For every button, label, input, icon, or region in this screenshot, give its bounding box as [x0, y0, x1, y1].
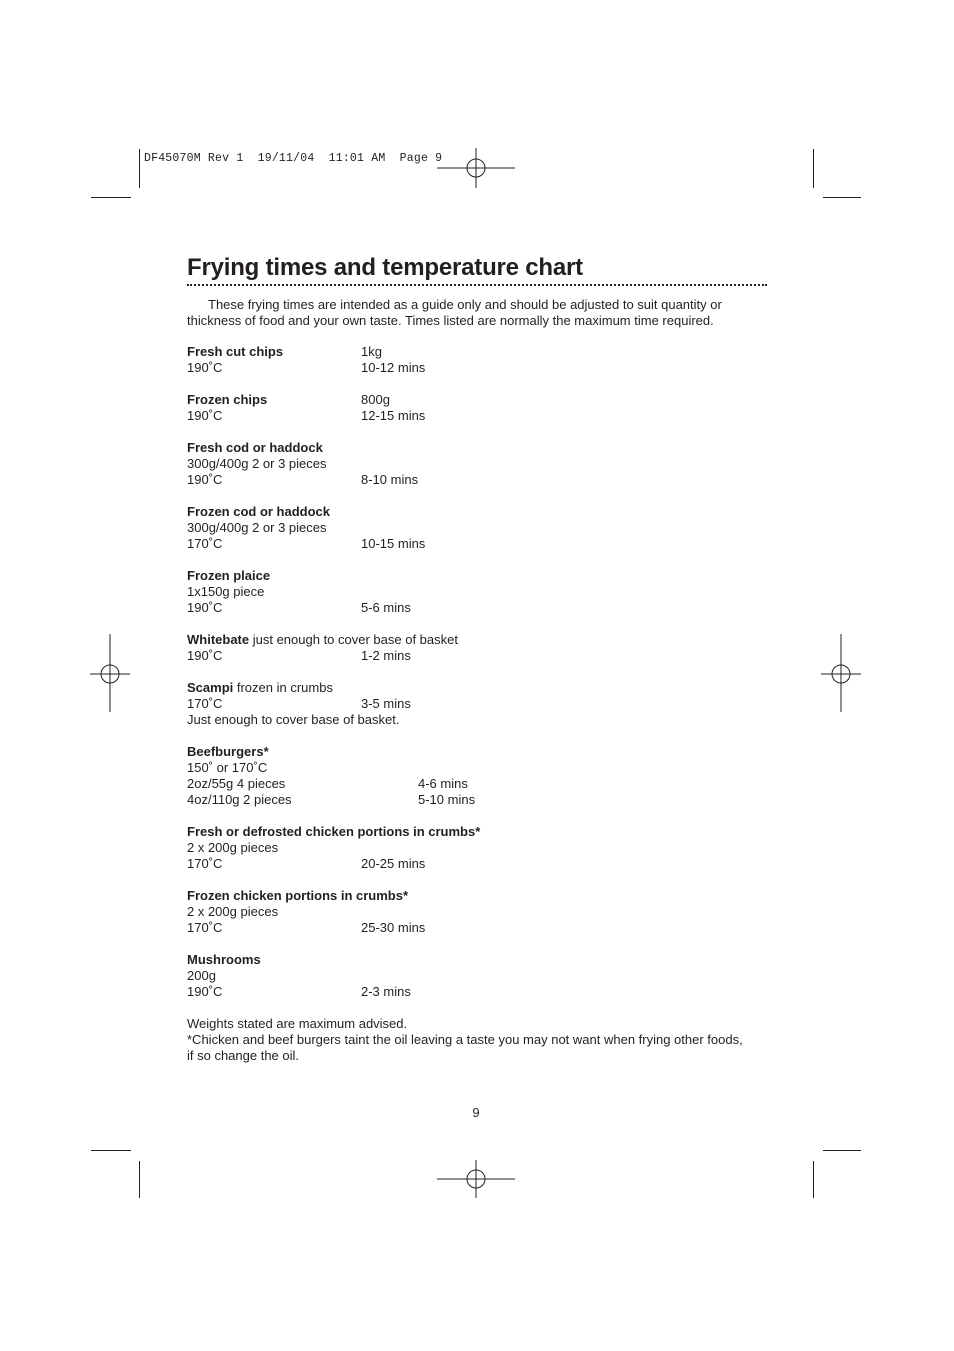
item-fresh-cod — [187, 440, 767, 488]
item-frozen-plaice — [187, 568, 767, 616]
item-temperature: 170˚C — [187, 920, 223, 935]
item-temperature: 190˚C — [187, 600, 223, 615]
item-time: 20-25 mins — [361, 856, 426, 871]
registration-mark-bottom — [437, 1160, 517, 1200]
crop-mark-top-left-horizontal — [91, 197, 131, 198]
item-temperature: 170˚C — [187, 536, 223, 551]
item-name: Scampi — [187, 680, 234, 695]
item-time: 2-3 mins — [361, 984, 411, 999]
item-detail: 2 x 200g pieces — [187, 840, 279, 855]
item-temperature: 190˚C — [187, 408, 223, 423]
item-detail: 200g — [187, 968, 216, 983]
crop-mark-bottom-right-horizontal — [823, 1150, 861, 1151]
crop-mark-bottom-left-vertical — [139, 1161, 140, 1198]
item-detail: 300g/400g 2 or 3 pieces — [187, 520, 327, 535]
item-description: just enough to cover base of basket — [249, 632, 458, 647]
item-name: Fresh or defrosted chicken portions in crumbs* — [187, 824, 481, 839]
item-name: Frozen plaice — [187, 568, 271, 583]
item-detail: 1x150g piece — [187, 584, 265, 599]
item-name: Frozen chips — [187, 392, 268, 407]
item-detail: 4oz/110g 2 pieces — [187, 792, 292, 807]
item-description: frozen in crumbs — [233, 680, 333, 695]
registration-mark-right — [821, 634, 863, 714]
item-quantity: 800g — [361, 392, 390, 407]
item-name: Fresh cut chips — [187, 344, 284, 359]
item-beefburgers — [187, 744, 767, 808]
item-note: Just enough to cover base of basket. — [187, 712, 400, 727]
item-mushrooms — [187, 952, 767, 1000]
item-temperature: 190˚C — [187, 360, 223, 375]
page-number: 9 — [472, 1105, 480, 1120]
item-time: 8-10 mins — [361, 472, 419, 487]
item-time: 25-30 mins — [361, 920, 426, 935]
item-time: 5-10 mins — [418, 792, 476, 807]
print-slug: DF45070M Rev 1 19/11/04 11:01 AM Page 9 — [144, 152, 443, 165]
crop-mark-bottom-left-horizontal — [91, 1150, 131, 1151]
item-temperature: 190˚C — [187, 648, 223, 663]
item-time: 3-5 mins — [361, 696, 411, 711]
item-fresh-chicken — [187, 824, 767, 872]
item-time: 1-2 mins — [361, 648, 411, 663]
item-name: Mushrooms — [187, 952, 261, 967]
item-temperature: 170˚C — [187, 856, 223, 871]
item-time: 10-12 mins — [361, 360, 426, 375]
registration-mark-top — [437, 148, 517, 190]
item-quantity: 1kg — [361, 344, 382, 359]
frying-chart — [187, 344, 767, 1064]
registration-mark-left — [90, 634, 132, 714]
item-name: Fresh cod or haddock — [187, 440, 323, 455]
item-detail: 2oz/55g 4 pieces — [187, 776, 286, 791]
crop-mark-top-left-vertical — [139, 149, 140, 188]
item-time: 5-6 mins — [361, 600, 411, 615]
item-frozen-chips — [187, 392, 767, 424]
item-name: Frozen chicken portions in crumbs* — [187, 888, 409, 903]
item-name: Whitebate — [187, 632, 250, 647]
item-name: Frozen cod or haddock — [187, 504, 331, 519]
item-whitebate — [187, 632, 767, 664]
item-frozen-chicken — [187, 888, 767, 936]
crop-mark-top-right-horizontal — [823, 197, 861, 198]
item-detail: 2 x 200g pieces — [187, 904, 279, 919]
item-frozen-cod — [187, 504, 767, 552]
item-temperature: 190˚C — [187, 472, 223, 487]
intro-paragraph — [187, 297, 767, 329]
page-title: Frying times and temperature chart — [187, 254, 583, 281]
item-detail: 300g/400g 2 or 3 pieces — [187, 456, 327, 471]
item-time: 4-6 mins — [418, 776, 468, 791]
item-scampi — [187, 680, 767, 728]
crop-mark-bottom-right-vertical — [813, 1161, 814, 1198]
footnote-chicken: *Chicken and beef burgers taint the oil leaving a taste you may not want when frying other foods, if so change the oil. — [187, 1032, 743, 1063]
item-name: Beefburgers* — [187, 744, 269, 759]
item-temperature: 190˚C — [187, 984, 223, 999]
intro-text: These frying times are intended as a guide only and should be adjusted to suit quantity or thickness of food and your own taste. Times listed are normally the maximum time required. — [187, 297, 722, 328]
item-fresh-chips — [187, 344, 767, 376]
title-dotted-rule — [187, 284, 767, 286]
item-time: 10-15 mins — [361, 536, 426, 551]
item-time: 12-15 mins — [361, 408, 426, 423]
crop-mark-top-right-vertical — [813, 149, 814, 188]
item-temperature: 150˚ or 170˚C — [187, 760, 268, 775]
item-temperature: 170˚C — [187, 696, 223, 711]
footnote-weights: Weights stated are maximum advised. — [187, 1016, 408, 1031]
